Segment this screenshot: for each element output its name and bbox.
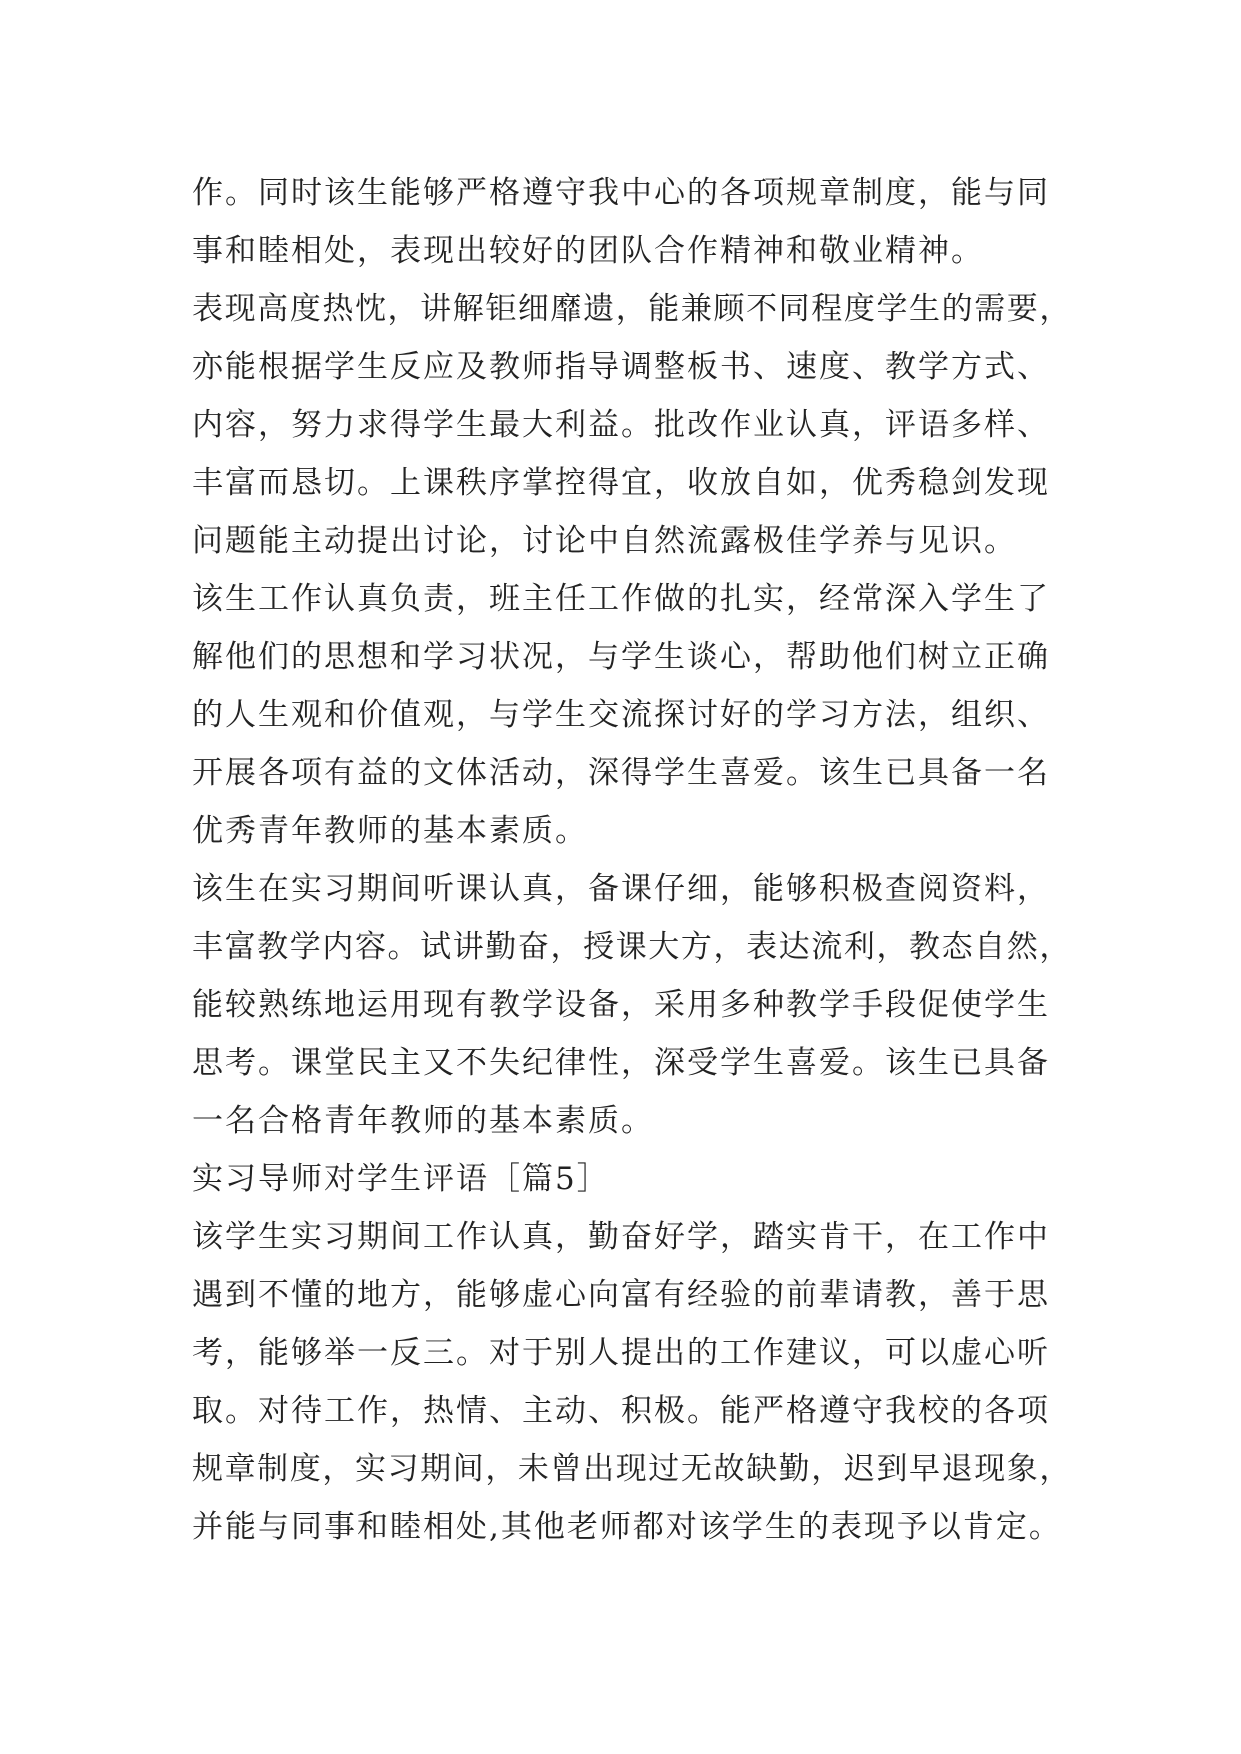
text-line: 问题能主动提出讨论，讨论中自然流露极佳学养与见识。 — [192, 523, 1017, 559]
section-heading: 实习导师对学生评语［篇5］ — [192, 1161, 610, 1197]
text-line: 一名合格青年教师的基本素质。 — [192, 1103, 654, 1139]
text-line: 开展各项有益的文体活动，深得学生喜爱。该生已具备一名 — [192, 755, 1050, 791]
text-line: 取。对待工作，热情、主动、积极。能严格遵守我校的各项 — [192, 1393, 1050, 1429]
text-line: 遇到不懂的地方，能够虚心向富有经验的前辈请教，善于思 — [192, 1277, 1050, 1313]
text-line: 丰富教学内容。试讲勤奋，授课大方，表达流利，教态自然， — [192, 929, 1072, 965]
text-line: 表现高度热忱，讲解钜细靡遗，能兼顾不同程度学生的需要， — [192, 291, 1072, 327]
body-text — [192, 164, 1072, 1556]
text-line: 思考。课堂民主又不失纪律性，深受学生喜爱。该生已具备 — [192, 1045, 1050, 1081]
text-line: 的人生观和价值观，与学生交流探讨好的学习方法，组织、 — [192, 697, 1050, 733]
text-line: 能较熟练地运用现有教学设备，采用多种教学手段促使学生 — [192, 987, 1050, 1023]
text-line: 该学生实习期间工作认真，勤奋好学，踏实肯干，在工作中 — [192, 1219, 1050, 1255]
text-line: 事和睦相处，表现出较好的团队合作精神和敬业精神。 — [192, 233, 984, 269]
text-line: 该生在实习期间听课认真，备课仔细，能够积极查阅资料， — [192, 871, 1050, 907]
text-line: 优秀青年教师的基本素质。 — [192, 813, 588, 849]
text-line: 并能与同事和睦相处,其他老师都对该学生的表现予以肯定。 — [192, 1509, 1062, 1545]
text-line: 作。同时该生能够严格遵守我中心的各项规章制度，能与同 — [192, 175, 1050, 211]
text-line: 丰富而恳切。上课秩序掌控得宜，收放自如，优秀稳剑发现 — [192, 465, 1050, 501]
text-line: 内容，努力求得学生最大利益。批改作业认真，评语多样、 — [192, 407, 1050, 443]
text-line: 该生工作认真负责，班主任工作做的扎实，经常深入学生了 — [192, 581, 1050, 617]
text-line: 亦能根据学生反应及教师指导调整板书、速度、教学方式、 — [192, 349, 1050, 385]
text-line: 解他们的思想和学习状况，与学生谈心，帮助他们树立正确 — [192, 639, 1050, 675]
text-line: 规章制度，实习期间，未曾出现过无故缺勤，迟到早退现象， — [192, 1451, 1072, 1487]
text-line: 考，能够举一反三。对于别人提出的工作建议，可以虚心听 — [192, 1335, 1050, 1371]
